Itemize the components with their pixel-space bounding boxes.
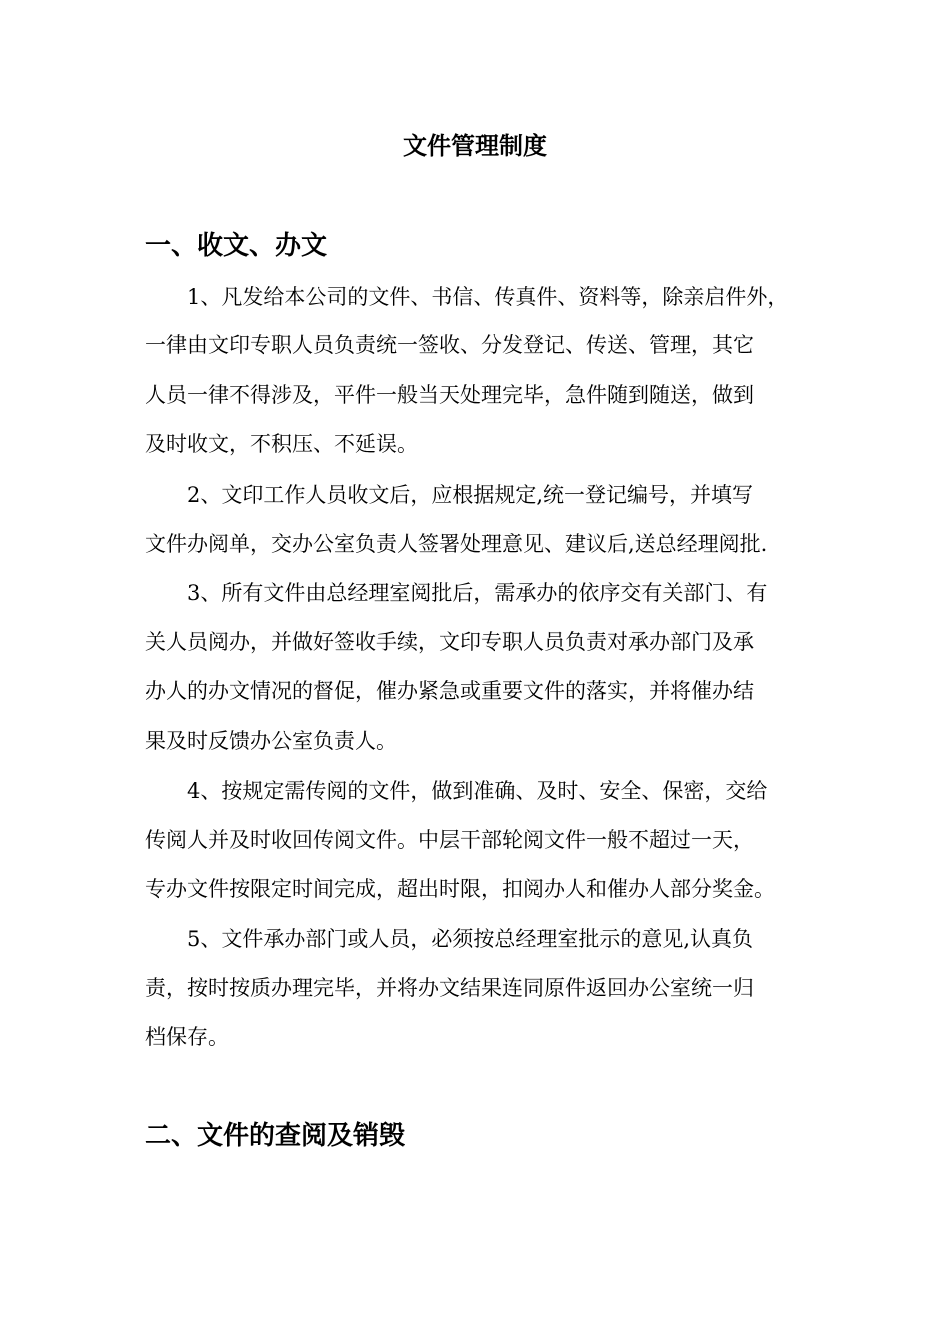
section-heading-receiving: 一、收文、办文 xyxy=(145,231,328,261)
paragraph-1-line-1: 1、凡发给本公司的文件、书信、传真件、资料等，除亲启件外， xyxy=(187,285,789,309)
paragraph-1-line-2: 一律由文印专职人员负责统一签收、分发登记、传送、管理，其它 xyxy=(145,333,754,357)
document-title: 文件管理制度 xyxy=(403,131,547,160)
paragraph-5-line-3: 档保存。 xyxy=(145,1025,229,1049)
paragraph-2-line-2: 文件办阅单，交办公室负责人签署处理意见、建议后,送总经理阅批. xyxy=(145,532,768,556)
section-heading-lookup-destruction: 二、文件的查阅及销毁 xyxy=(145,1121,406,1151)
paragraph-5-line-1: 5、文件承办部门或人员，必须按总经理室批示的意见,认真负 xyxy=(187,927,754,951)
paragraph-4-line-1: 4、按规定需传阅的文件，做到准确、及时、安全、保密，交给 xyxy=(187,779,768,803)
paragraph-3-line-3: 办人的办文情况的督促，催办紧急或重要文件的落实，并将催办结 xyxy=(145,679,754,703)
paragraph-5-line-2: 责，按时按质办理完毕，并将办文结果连同原件返回办公室统一归 xyxy=(145,976,754,1000)
paragraph-4-line-3: 专办文件按限定时间完成，超出时限，扣阅办人和催办人部分奖金。 xyxy=(145,877,775,901)
paragraph-1-line-3: 人员一律不得涉及，平件一般当天处理完毕，急件随到随送，做到 xyxy=(145,383,754,407)
paragraph-3-line-1: 3、所有文件由总经理室阅批后，需承办的依序交有关部门、有 xyxy=(187,581,768,605)
paragraph-2-line-1: 2、文印工作人员收文后，应根据规定,统一登记编号，并填写 xyxy=(187,483,754,507)
paragraph-3-line-2: 关人员阅办，并做好签收手续，文印专职人员负责对承办部门及承 xyxy=(145,630,754,654)
paragraph-3-line-4: 果及时反馈办公室负责人。 xyxy=(145,729,397,753)
paragraph-4-line-2: 传阅人并及时收回传阅文件。中层干部轮阅文件一般不超过一天， xyxy=(145,828,754,852)
paragraph-1-line-4: 及时收文，不积压、不延误。 xyxy=(145,432,418,456)
